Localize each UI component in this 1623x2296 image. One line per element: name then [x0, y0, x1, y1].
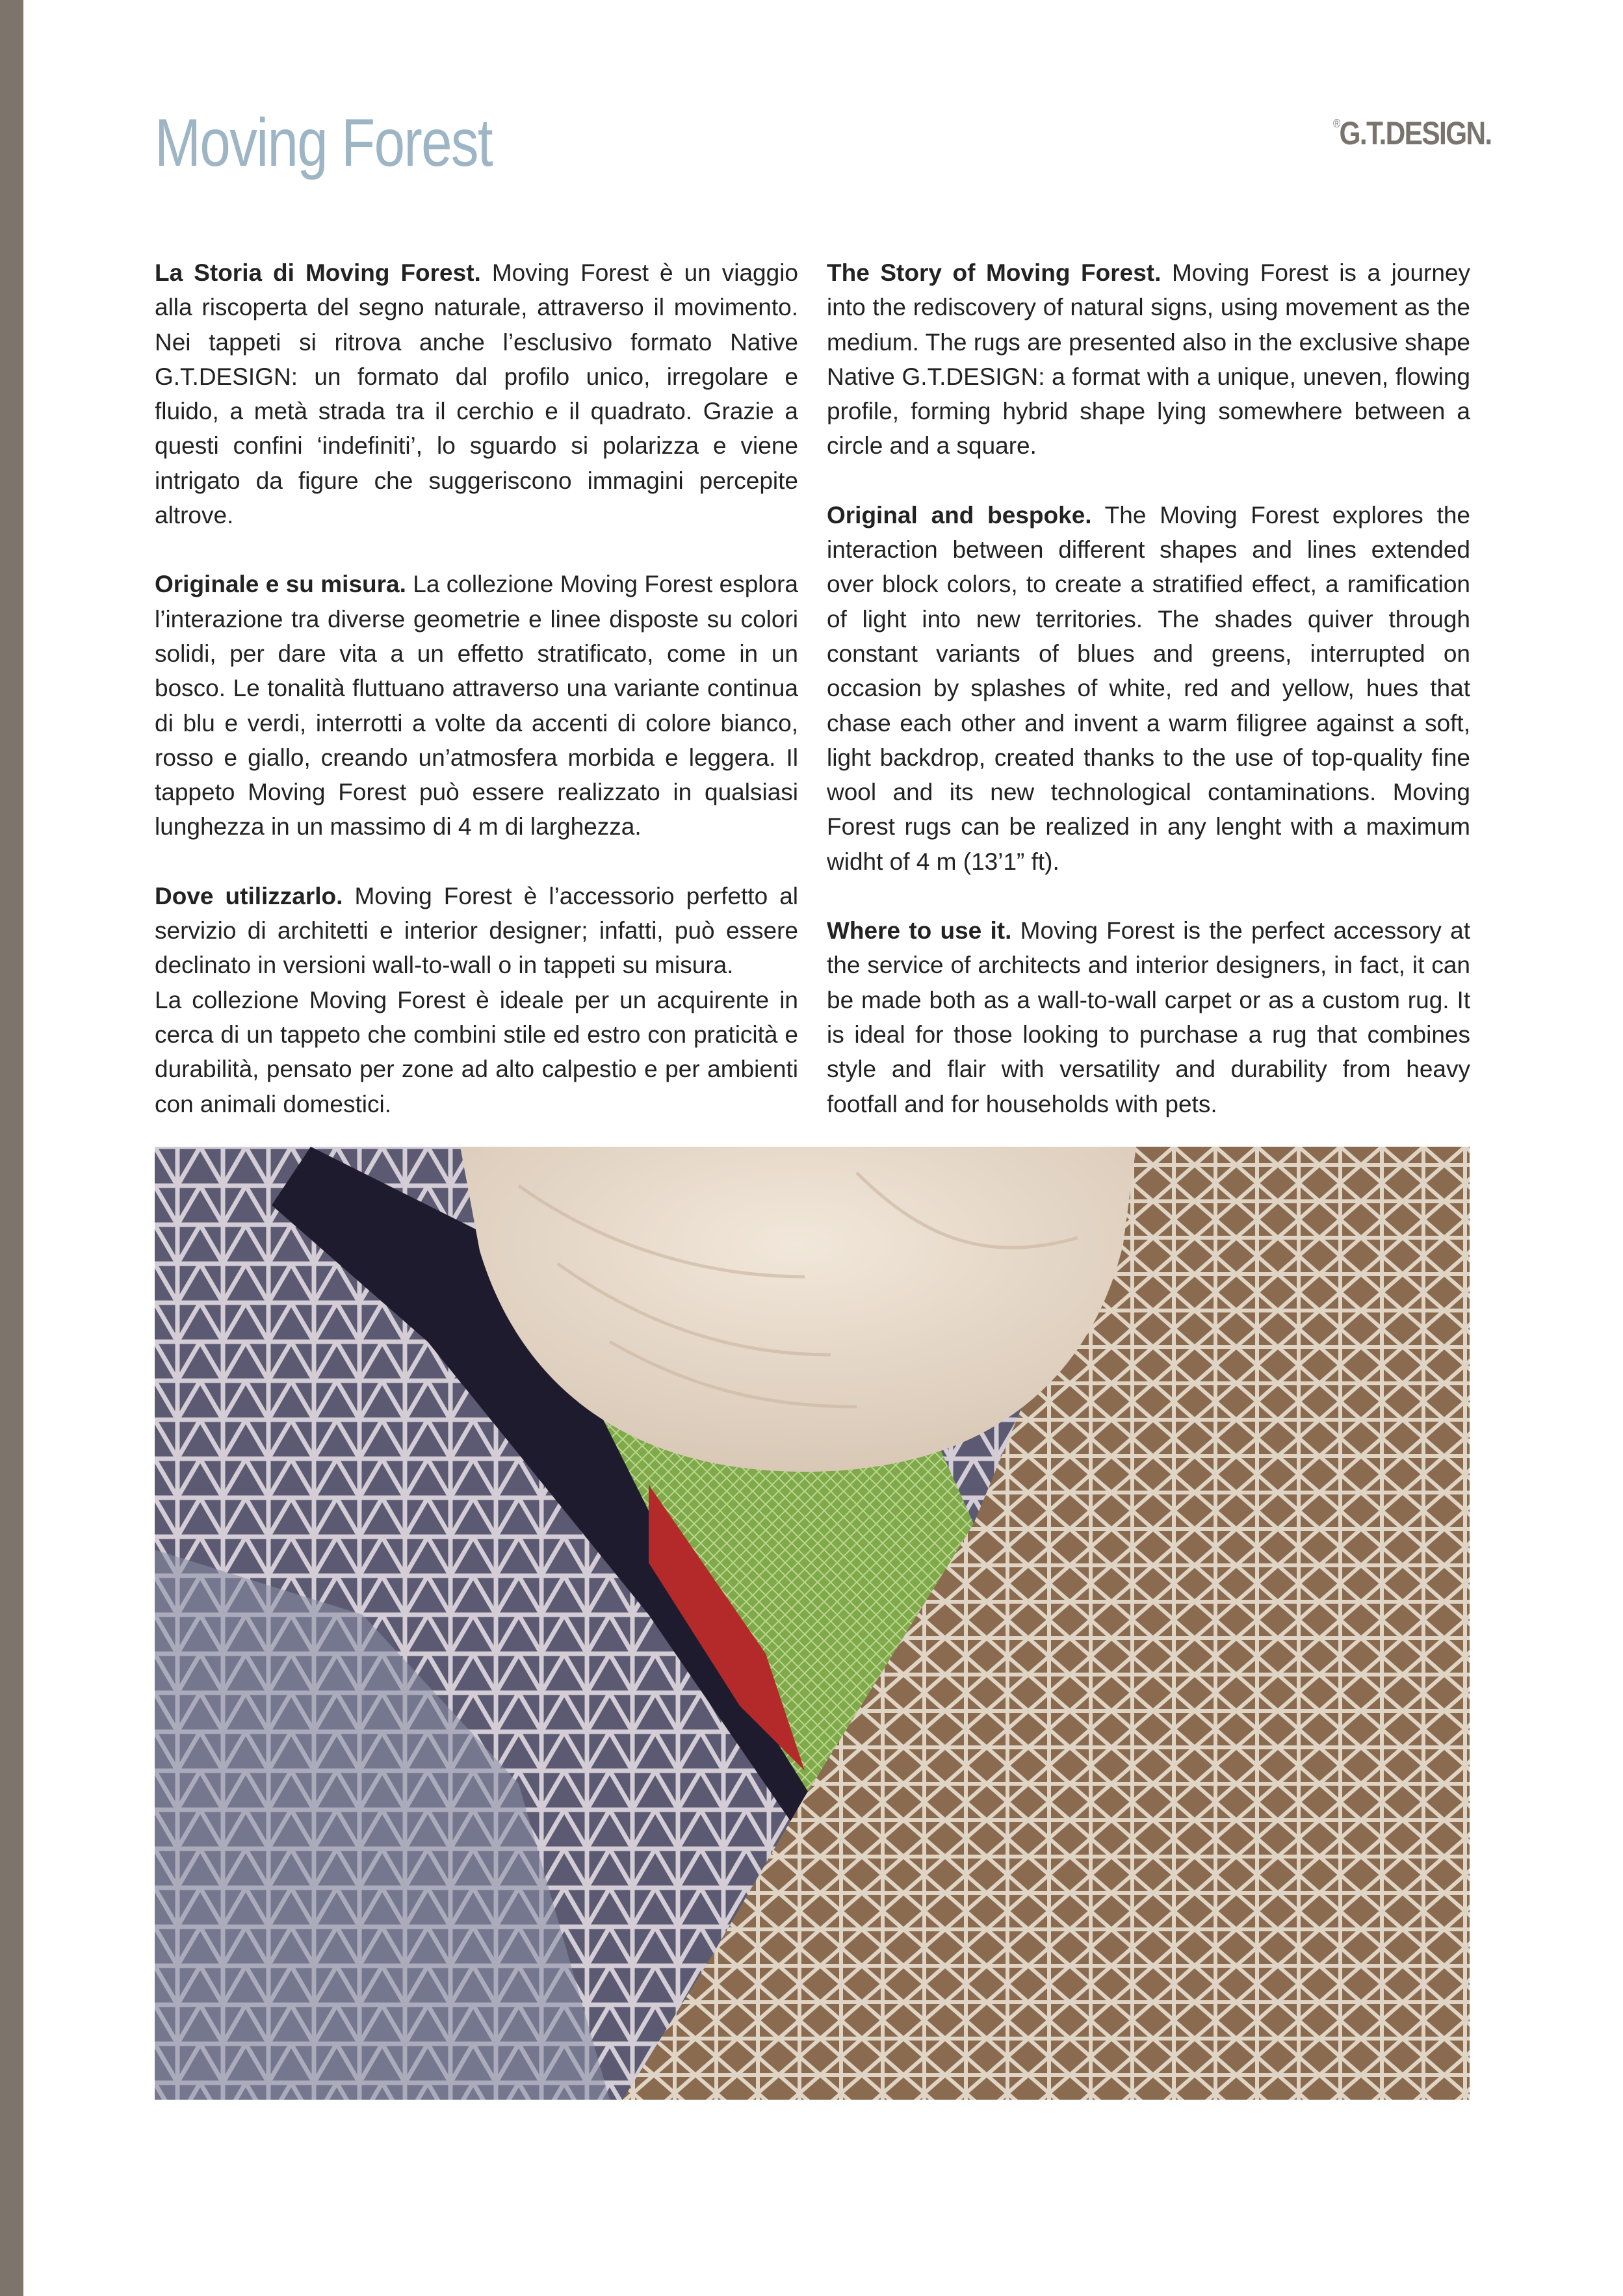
paragraph-lead: Where to use it. — [827, 917, 1012, 945]
italian-paragraph-story — [155, 255, 798, 532]
paragraph-text: Moving Forest è l’accessorio perfetto al servizio di architetti e interior designer; infatti, può essere declinato in versioni wall-to-wall o in tappeti su misura. — [155, 882, 799, 979]
english-paragraph-usage — [827, 913, 1470, 1121]
page-edge-bar — [0, 0, 23, 2296]
paragraph-lead: La Storia di Moving Forest. — [155, 259, 481, 286]
paragraph-text: Moving Forest is a journey into the rediscovery of natural signs, using movement as the medium. The rugs are presented also in the exclusive shape Native G.T.DESIGN: a format with a unique, uneven, flowing profile, forming hybrid shape lying somewhere between a circle and a square. — [827, 259, 1470, 460]
paragraph-text: Moving Forest is the perfect accessory at the service of architects and interior designers, in fact, it can be made both as a wall-to-wall carpet or as a custom rug. It is ideal for those looking to purchase a rug that combines style and flair with versatility and durability from heavy footfall and for households with pets. — [827, 917, 1470, 1117]
italian-column — [155, 255, 798, 1156]
english-paragraph-story — [827, 255, 1470, 463]
page-title: Moving Forest — [155, 105, 492, 181]
italian-paragraph-usage-continued — [155, 983, 798, 1121]
italian-paragraph-original — [155, 567, 798, 844]
paragraph-text: The Moving Forest explores the interaction between different shapes and lines extended over block colors, to create a stratified effect, a ramification of light into new territories. The shades quiver through constant variants of blues and greens, interrupted on occasion by splashes of white, red and yellow, hues that chase each other and invent a warm filigree against a soft, light backdrop, created thanks to the use of top-quality fine wool and its new technological contaminations. Moving Forest rugs can be realized in any lenght with a maximum widht of 4 m (13’1” ft). — [827, 501, 1471, 875]
paragraph-text: La collezione Moving Forest esplora l’interazione tra diverse geometrie e linee disposte su colori solidi, per dare vita a un effetto stratificato, come in un bosco. Le tonalità fluttuano attraverso una variante continua di blu e verdi, interrotti a volte da accenti di colore bianco, rosso e giallo, creando un’atmosfera morbida e leggera. Il tappeto Moving Forest può essere realizzato in qualsiasi lunghezza in un massimo di 4 m di larghezza. — [155, 571, 798, 841]
paragraph-text: Moving Forest è un viaggio alla riscoperta del segno naturale, attraverso il movimento. Nei tappeti si ritrova anche l’esclusivo formato Native G.T.DESIGN: un formato dal profilo unico, irregolare e fluido, a metà strada tra il cerchio e il quadrato. Grazie a questi confini ‘indefiniti’, lo sguardo si polarizza e viene intrigato da figure che suggeriscono immagini percepite altrove. — [155, 259, 798, 529]
paragraph-text: La collezione Moving Forest è ideale per un acquirente in cerca di un tappeto che combini stile ed estro con praticità e durabilità, pensato per zone ad alto calpestio e per ambienti con animali domestici. — [155, 986, 798, 1117]
rug-photo — [155, 1147, 1470, 2100]
registered-mark: ® — [1333, 117, 1340, 130]
paragraph-lead: Dove utilizzarlo. — [155, 882, 343, 909]
italian-paragraph-usage — [155, 879, 798, 983]
paragraph-lead: Originale e su misura. — [155, 571, 406, 598]
rug-photo-illustration — [155, 1147, 1470, 2100]
paragraph-lead: Original and bespoke. — [827, 501, 1092, 528]
english-column — [827, 255, 1470, 1156]
paragraph-lead: The Story of Moving Forest. — [827, 259, 1162, 286]
english-paragraph-original — [827, 498, 1470, 879]
brand-logo — [1333, 114, 1492, 152]
brand-logo-text: G.T.DESIGN. — [1340, 115, 1492, 151]
